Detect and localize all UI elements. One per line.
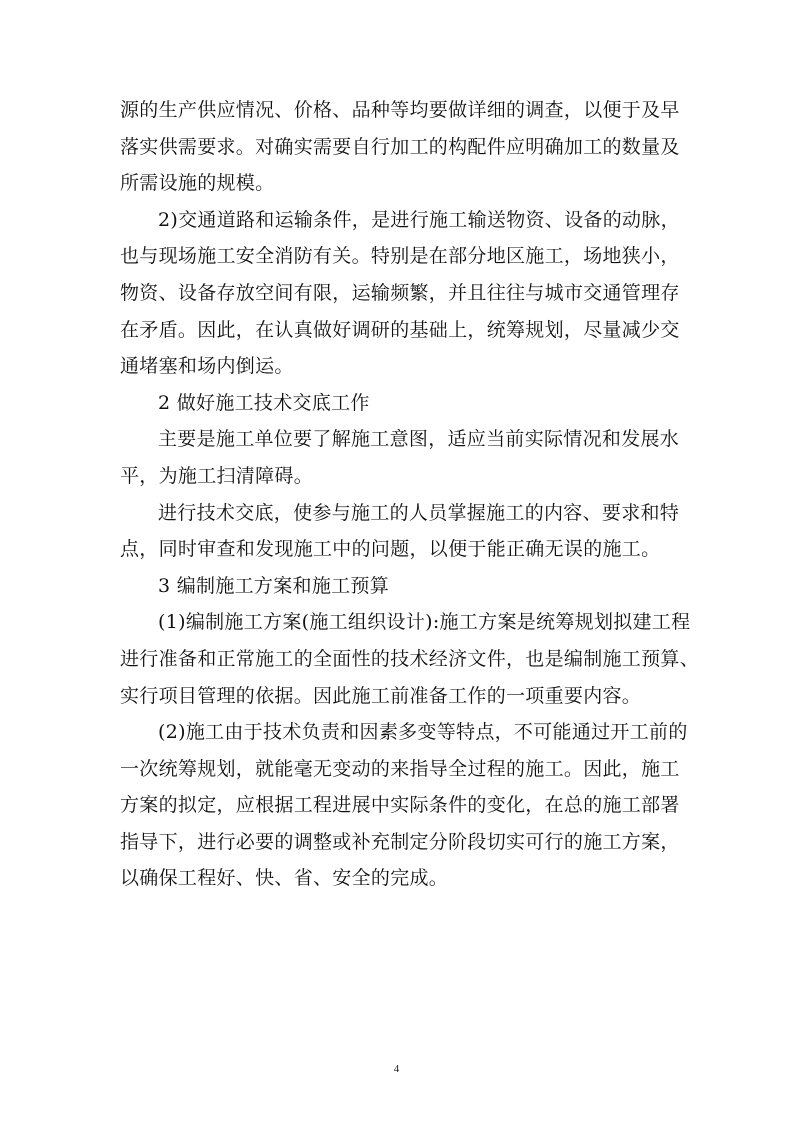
text-line: 点，同时审查和发现施工中的问题，以便于能正确无误的施工。 [120,538,661,561]
text-line: 指导下，进行必要的调整或补充制定分阶段切实可行的施工方案， [120,830,680,853]
paragraph-start-line: (1)编制施工方案(施工组织设计):施工方案是统筹规划拟建工程 [158,611,691,634]
paragraph-start-line: 2)交通道路和运输条件，是进行施工输送物资、设备的动脉， [158,208,680,231]
text-line: 落实供需要求。对确实需要自行加工的构配件应明确加工的数量及 [120,135,680,158]
paragraph-start-line: 进行技术交底，使参与施工的人员掌握施工的内容、要求和特 [158,501,680,524]
section-heading: 3 编制施工方案和施工预算 [158,574,390,597]
text-line: 物资、设备存放空间有限，运输频繁，并且往往与城市交通管理存 [120,281,680,304]
paragraph-start-line: (2)施工由于技术负责和因素多变等特点，不可能通过开工前的 [158,721,688,744]
text-line: 平，为施工扫清障碍。 [120,464,314,487]
text-line: 通堵塞和场内倒运。 [120,355,294,378]
paragraph-start-line: 主要是施工单位要了解施工意图，适应当前实际情况和发展水 [158,428,680,451]
text-line: 方案的拟定，应根据工程进展中实际条件的变化，在总的施工部署 [120,794,680,817]
text-line: 进行准备和正常施工的全面性的技术经济文件，也是编制施工预算、 [120,647,700,670]
text-line: 实行项目管理的依据。因此施工前准备工作的一项重要内容。 [120,684,642,707]
text-line: 在矛盾。因此，在认真做好调研的基础上，统筹规划，尽量减少交 [120,318,680,341]
page-number: 4 [393,1063,400,1075]
body-text [120,92,700,897]
text-line: 也与现场施工安全消防有关。特别是在部分地区施工，场地狭小， [120,245,680,268]
text-line: 以确保工程好、快、省、安全的完成。 [120,867,449,890]
text-line: 一次统筹规划，就能毫无变动的来指导全过程的施工。因此，施工 [120,757,680,780]
text-line: 源的生产供应情况、价格、品种等均要做详细的调查，以便于及早 [120,99,680,121]
text-line: 所需设施的规模。 [120,172,275,195]
section-heading: 2 做好施工技术交底工作 [158,391,370,414]
